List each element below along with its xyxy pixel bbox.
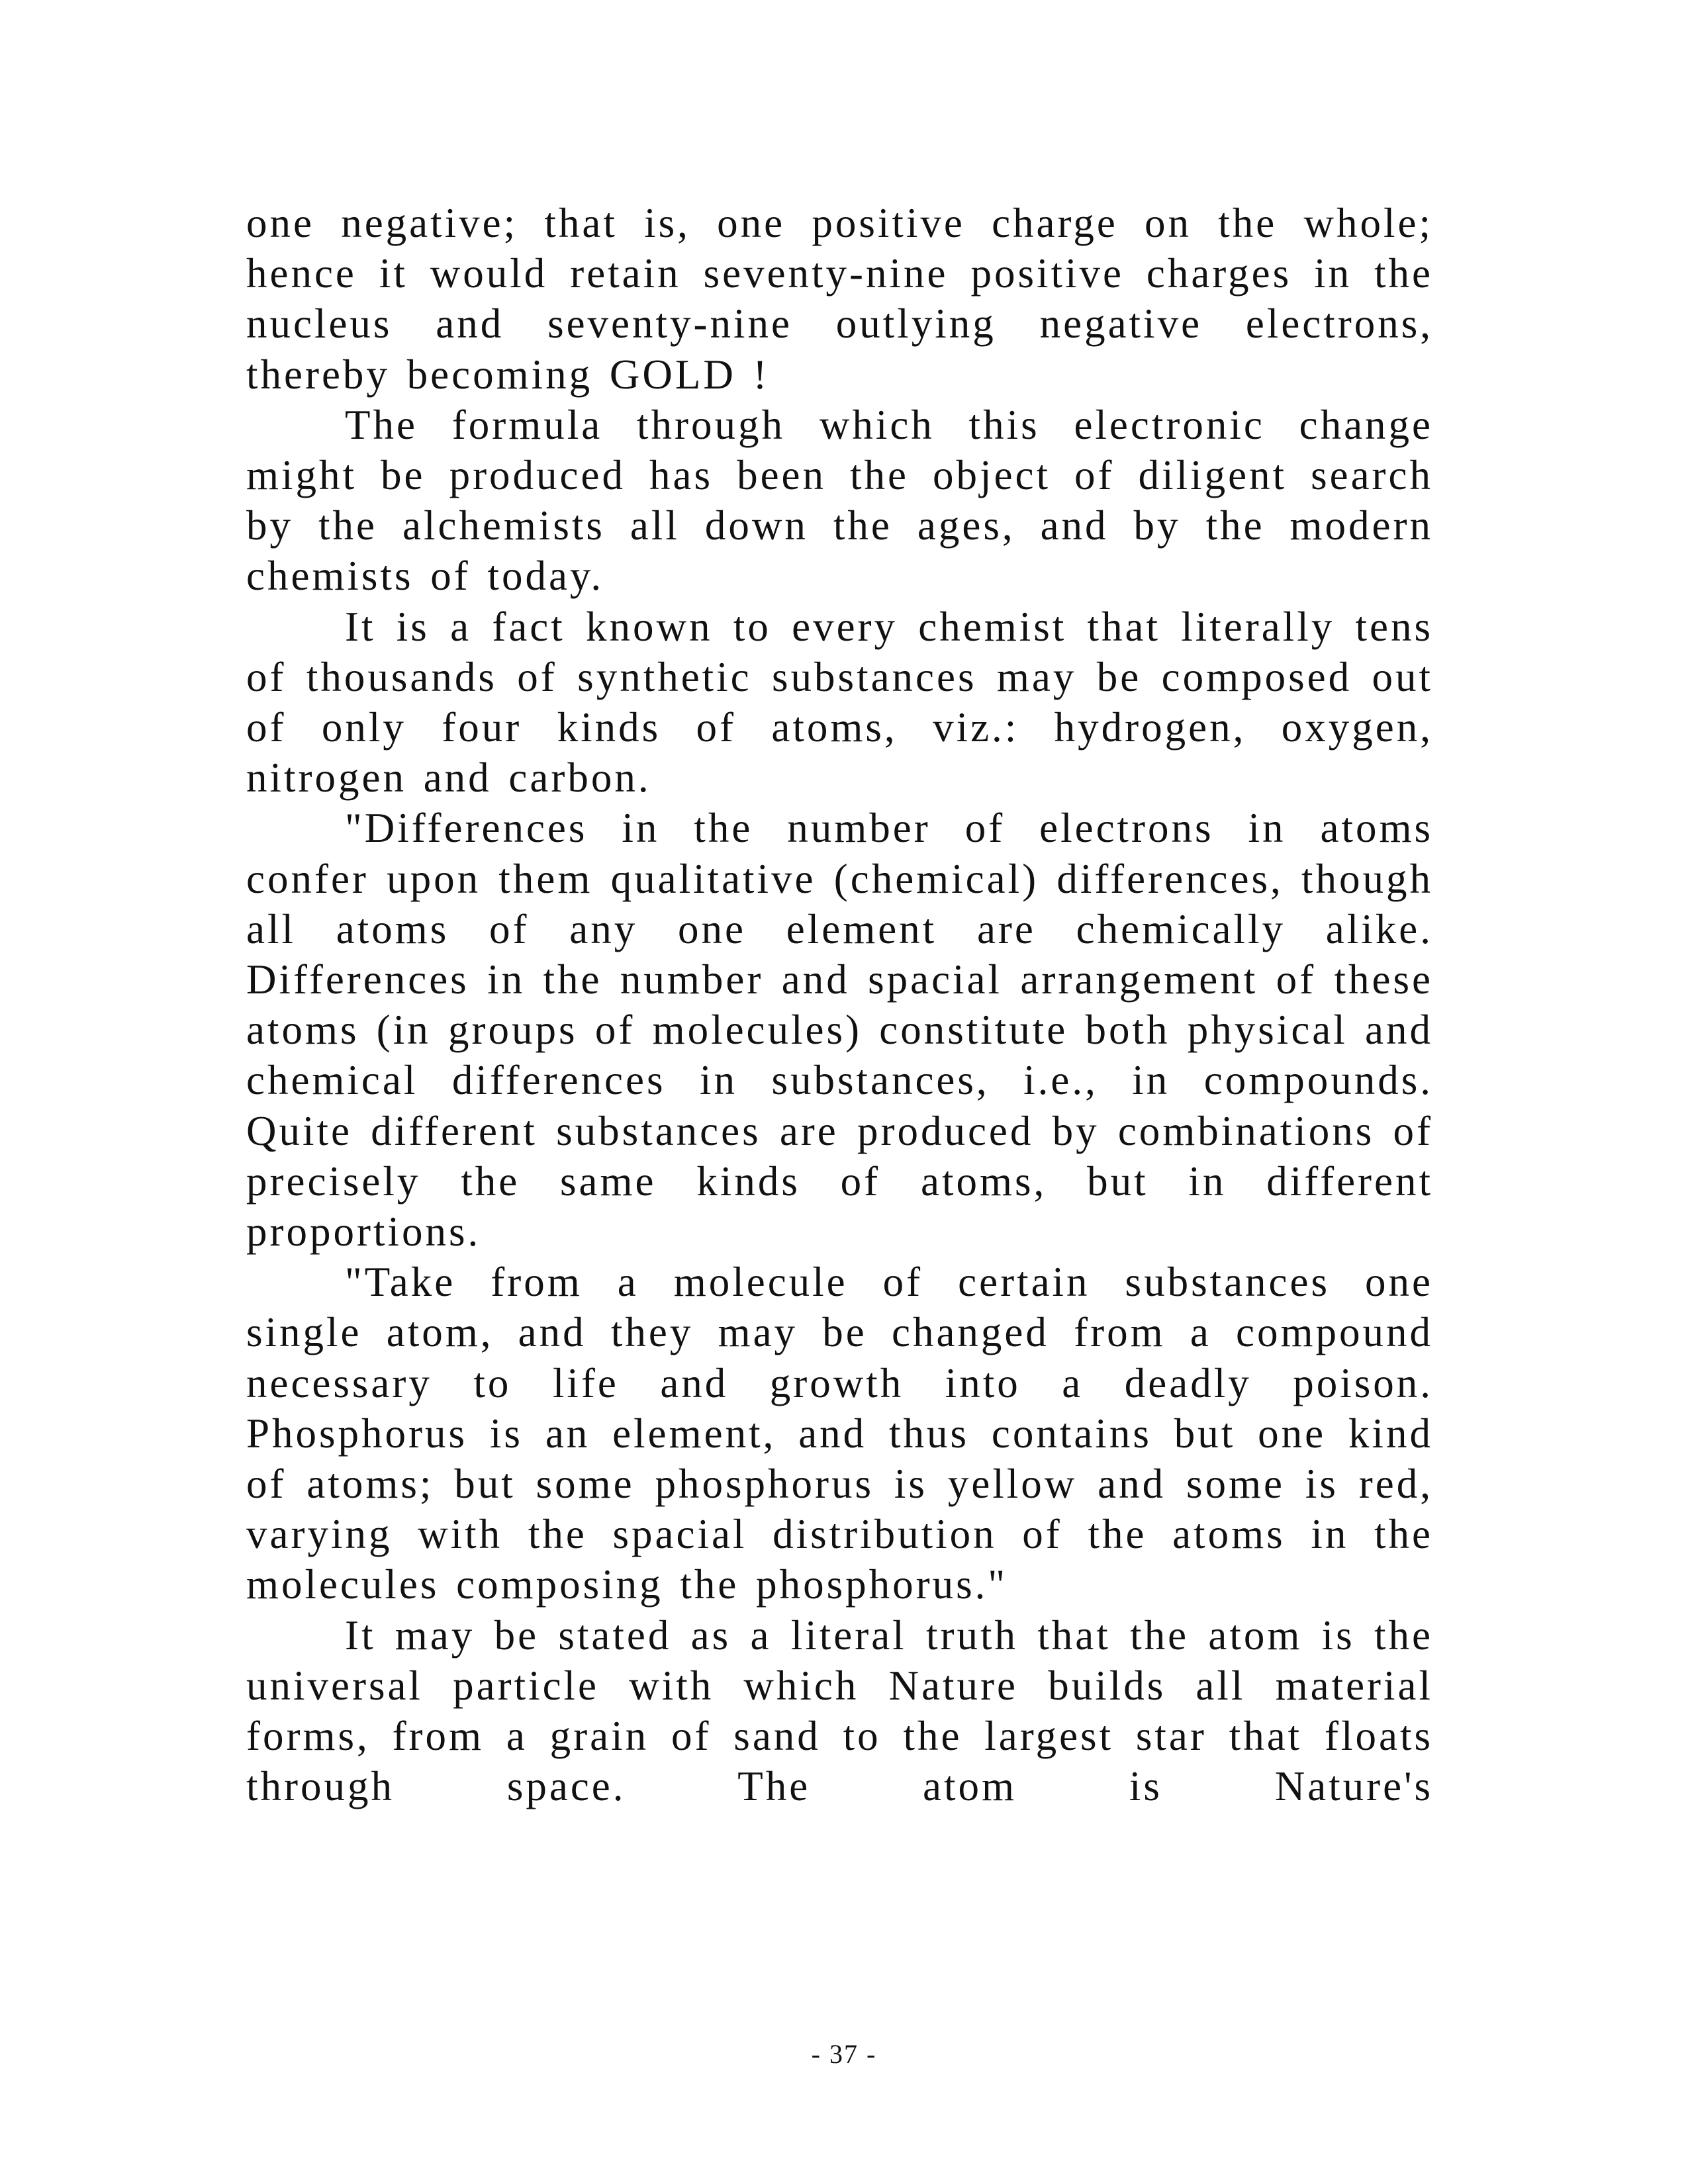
paragraph-4: "Differences in the number of electrons in atoms confer upon them qualitative (chemical) differences, though all atoms of any one element are chemically alike. Differences in the number and spacial arrangement of these atoms (in groups of molecules) constitute both physical and chemical differences in substances, i.e., in compounds. Quite different substances are produced by combinations of precisely the same kinds of atoms, but in different proportions.	[246, 805, 1433, 1255]
page-number: - 37 -	[811, 2039, 877, 2069]
paragraph-6: It may be stated as a literal truth that the atom is the universal particle with which Nature builds all material forms, from a grain of sand to the largest star that floats through space. The atom is Nature's	[246, 1612, 1433, 1810]
paragraph-2: The formula through which this electronic change might be produced has been the object of diligent search by the alchemists all down the ages, and by the modern chemists of today.	[246, 401, 1433, 600]
paragraph-1: one negative; that is, one positive charge on the whole; hence it would retain seventy-nine positive charges in the nucleus and seventy-nine outlying negative electrons, thereby becoming GOLD !	[246, 200, 1433, 398]
body-text	[246, 198, 1433, 1812]
paragraph-5: "Take from a molecule of certain substances one single atom, and they may be changed from a compound necessary to life and growth into a deadly poison. Phosphorus is an element, and thus contains but one kind of atoms; but some phosphorus is yellow and some is red, varying with the spacial distribution of the atoms in the molecules composing the phosphorus."	[246, 1259, 1433, 1608]
paragraph-3: It is a fact known to every chemist that literally tens of thousands of synthetic substances may be composed out of only four kinds of atoms, viz.: hydrogen, oxygen, nitrogen and carbon.	[246, 603, 1433, 801]
